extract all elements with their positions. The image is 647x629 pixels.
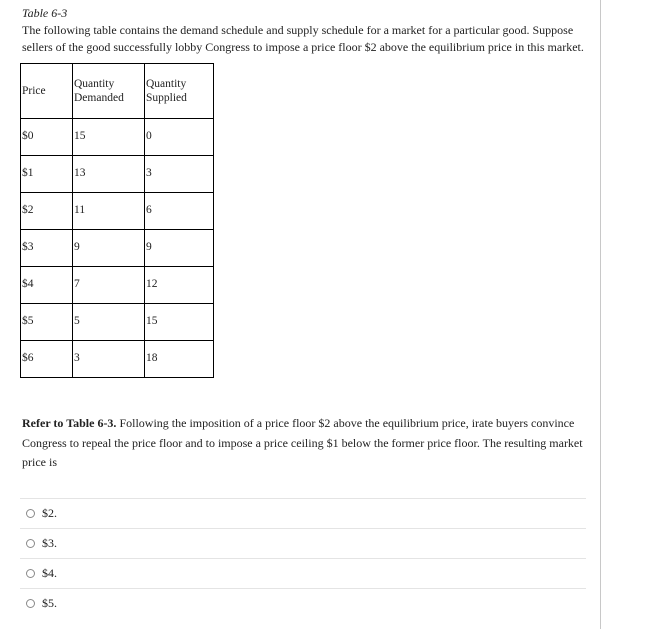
cell-quantity-demanded: 5 <box>73 304 145 341</box>
answer-option-4[interactable] <box>20 588 586 618</box>
cell-quantity-demanded: 13 <box>73 156 145 193</box>
table-row <box>21 341 214 378</box>
cell-price: $4 <box>21 267 73 304</box>
table-row <box>21 119 214 156</box>
cell-quantity-supplied: 12 <box>145 267 214 304</box>
demand-supply-table <box>20 63 214 378</box>
header-qs-line2: Supplied <box>146 92 187 104</box>
option-label: $2. <box>42 506 57 520</box>
cell-quantity-supplied: 0 <box>145 119 214 156</box>
header-qs-line1: Quantity <box>146 78 187 90</box>
answer-option-3[interactable] <box>20 558 586 588</box>
cell-quantity-demanded: 9 <box>73 230 145 267</box>
cell-quantity-demanded: 7 <box>73 267 145 304</box>
cell-price: $1 <box>21 156 73 193</box>
cell-quantity-supplied: 15 <box>145 304 214 341</box>
table-header-row <box>21 64 214 119</box>
cell-price: $3 <box>21 230 73 267</box>
table-row <box>21 304 214 341</box>
radio-button[interactable] <box>26 569 35 578</box>
cell-quantity-supplied: 18 <box>145 341 214 378</box>
question-reference: Refer to Table 6-3. <box>22 416 117 430</box>
table-title: Table 6-3 <box>22 6 68 20</box>
cell-price: $6 <box>21 341 73 378</box>
cell-quantity-demanded: 11 <box>73 193 145 230</box>
header-quantity-supplied <box>145 64 214 119</box>
cell-price: $0 <box>21 119 73 156</box>
cell-quantity-supplied: 3 <box>145 156 214 193</box>
header-qd-line2: Demanded <box>74 92 124 104</box>
cell-quantity-demanded: 3 <box>73 341 145 378</box>
cell-price: $2 <box>21 193 73 230</box>
question-body: Following the imposition of a price floor $2 above the equilibrium price, irate buyers convince Congress to repeal the price floor and to impose a price ceiling $1 below the former price floor. The resulting market price is <box>22 416 583 469</box>
table-row <box>21 193 214 230</box>
radio-button[interactable] <box>26 509 35 518</box>
answer-option-2[interactable] <box>20 528 586 558</box>
intro-text: The following table contains the demand schedule and supply schedule for a market for a particular good. Suppose sellers of the good successfully lobby Congress to impose a price floor $2 above the equilibrium price in this market. <box>22 23 584 54</box>
radio-button[interactable] <box>26 539 35 548</box>
cell-quantity-demanded: 15 <box>73 119 145 156</box>
cell-price: $5 <box>21 304 73 341</box>
table-row <box>21 230 214 267</box>
question-text <box>22 414 587 473</box>
option-label: $3. <box>42 536 57 550</box>
cell-quantity-supplied: 6 <box>145 193 214 230</box>
radio-button[interactable] <box>26 599 35 608</box>
header-quantity-demanded <box>73 64 145 119</box>
table-row <box>21 156 214 193</box>
header-qd-line1: Quantity <box>74 78 115 90</box>
header-price: Price <box>21 64 73 119</box>
answer-option-1[interactable] <box>20 498 586 528</box>
option-label: $5. <box>42 596 57 610</box>
option-label: $4. <box>42 566 57 580</box>
cell-quantity-supplied: 9 <box>145 230 214 267</box>
table-row <box>21 267 214 304</box>
answer-options <box>20 498 586 618</box>
